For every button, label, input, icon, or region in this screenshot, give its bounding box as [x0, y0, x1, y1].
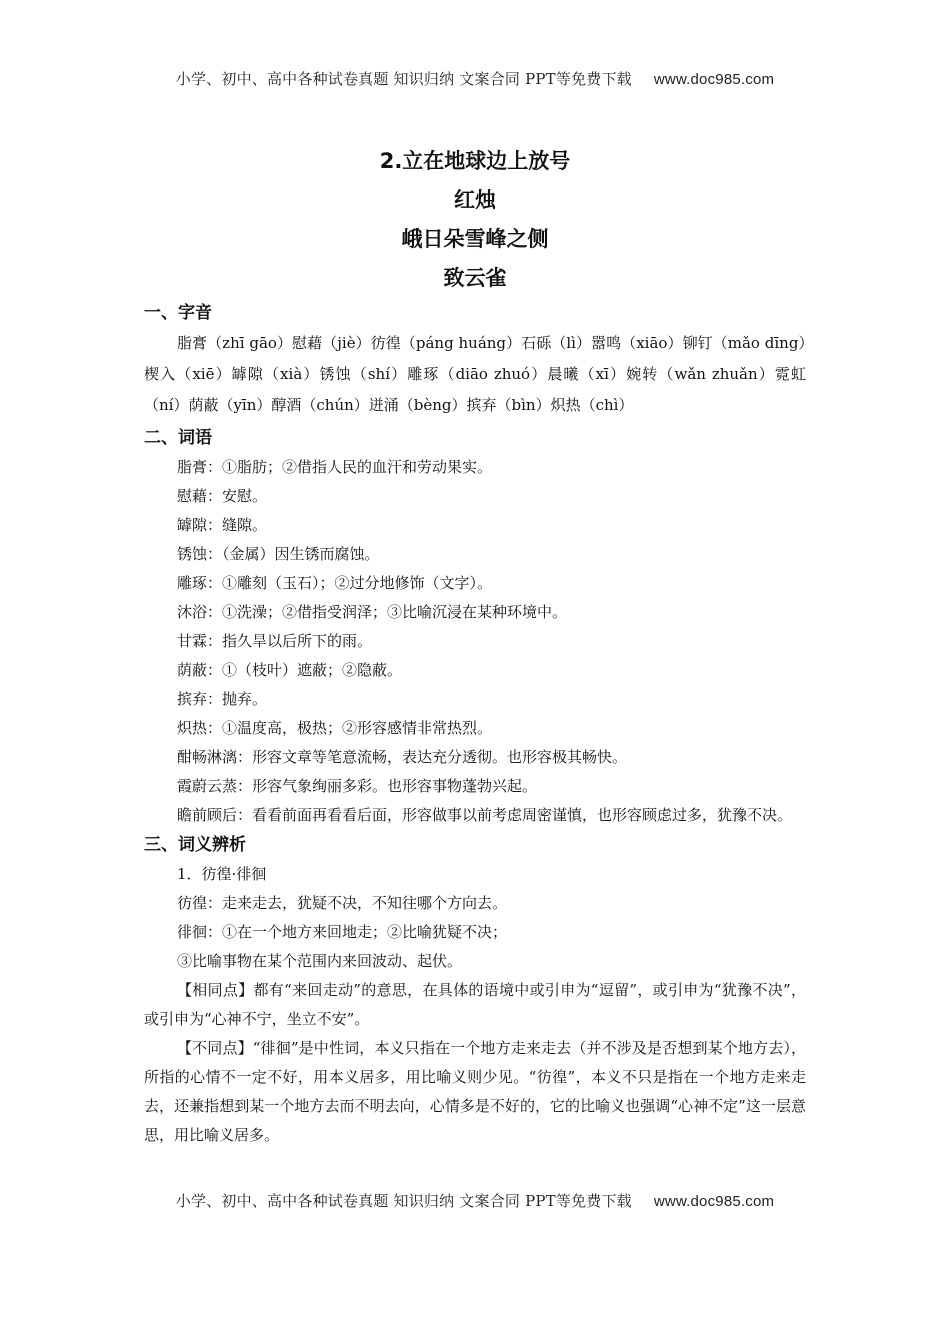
title-line: 峨日朵雪峰之侧 [401, 227, 549, 251]
header-site-link[interactable]: www.doc985.com [653, 71, 775, 88]
definition-item: 甘霖：指久旱以后所下的雨。 [177, 632, 373, 650]
title-line: 红烛 [454, 188, 496, 212]
definition-item: 脂膏：①脂肪；②借指人民的血汗和劳动果实。 [177, 458, 493, 476]
definition-item: 炽热：①温度高，极热；②形容感情非常热烈。 [177, 719, 493, 737]
definition-item: 慰藉：安慰。 [177, 487, 268, 505]
footer-site-link[interactable]: www.doc985.com [653, 1193, 775, 1210]
title-line: 致云雀 [443, 266, 507, 290]
meaning-line: 彷徨：走来走去，犹疑不决，不知往哪个方向去。 [177, 894, 508, 912]
definition-item: 瞻前顾后：看看前面再看看后面，形容做事以前考虑周密谨慎，也形容顾虑过多，犹豫不决。 [177, 806, 793, 824]
section-heading: 三、词义辨析 [144, 835, 246, 855]
document-body [144, 298, 806, 1150]
page-header [0, 68, 950, 89]
definition-item: 荫蔽：①（枝叶）遮蔽；②隐蔽。 [177, 661, 403, 679]
definition-item: 霞蔚云蒸：形容气象绚丽多彩。也形容事物蓬勃兴起。 [177, 777, 538, 795]
definition-item: 雕琢：①雕刻（玉石）；②过分地修饰（文字）。 [177, 574, 493, 592]
section-heading: 二、词语 [144, 428, 212, 448]
page-footer [0, 1190, 950, 1211]
similarity-paragraph: 【相同点】都有“来回走动”的意思，在具体的语境中或引申为“逗留”，或引申为“犹豫不决”，或引申为“心神不宁，坐立不安”。 [144, 981, 806, 1028]
meaning-line: 徘徊：①在一个地方来回地走；②比喻犹疑不决； [177, 923, 508, 941]
meaning-line: ③比喻事物在某个范围内来回波动、起伏。 [177, 952, 463, 970]
pronunciation-paragraph: 脂膏（zhī gāo）慰藉（jiè）彷徨（páng huáng）石砾（lì）嚣鸣（xiāo）铆钉（mǎo dīng）楔入（xiē）罅隙（xià）锈蚀（shí）雕琢（diāo zhuó）晨曦（xī）婉转（wǎn zhuǎn）霓虹（ní）荫蔽（yīn）醇酒（chún）迸涌（bèng）摈弃（bìn）炽热（chì） [144, 334, 806, 414]
title-block [0, 142, 950, 298]
subsection-title: 1．彷徨·徘徊 [177, 865, 267, 883]
definition-item: 摈弃：抛弃。 [177, 690, 268, 708]
definition-item: 酣畅淋漓：形容文章等笔意流畅，表达充分透彻。也形容极其畅快。 [177, 748, 628, 766]
definition-item: 锈蚀：（金属）因生锈而腐蚀。 [177, 545, 380, 563]
header-text: 小学、初中、高中各种试卷真题 知识归纳 文案合同 PPT等免费下载 [175, 70, 632, 88]
definition-item: 沐浴：①洗澡；②借指受润泽；③比喻沉浸在某种环境中。 [177, 603, 568, 621]
title-line: 2.立在地球边上放号 [379, 149, 571, 173]
definition-item: 罅隙：缝隙。 [177, 516, 268, 534]
section-heading: 一、字音 [144, 303, 212, 323]
difference-paragraph: 【不同点】“徘徊”是中性词，本义只指在一个地方走来走去（并不涉及是否想到某个地方去），所指的心情不一定不好，用本义居多，用比喻义则少见。“彷徨”，本义不只是指在一个地方走来走去，还兼指想到某一个地方去而不明去向，心情多是不好的，它的比喻义也强调“心神不定”这一层意思，用比喻义居多。 [144, 1039, 806, 1144]
footer-text: 小学、初中、高中各种试卷真题 知识归纳 文案合同 PPT等免费下载 [175, 1192, 632, 1210]
